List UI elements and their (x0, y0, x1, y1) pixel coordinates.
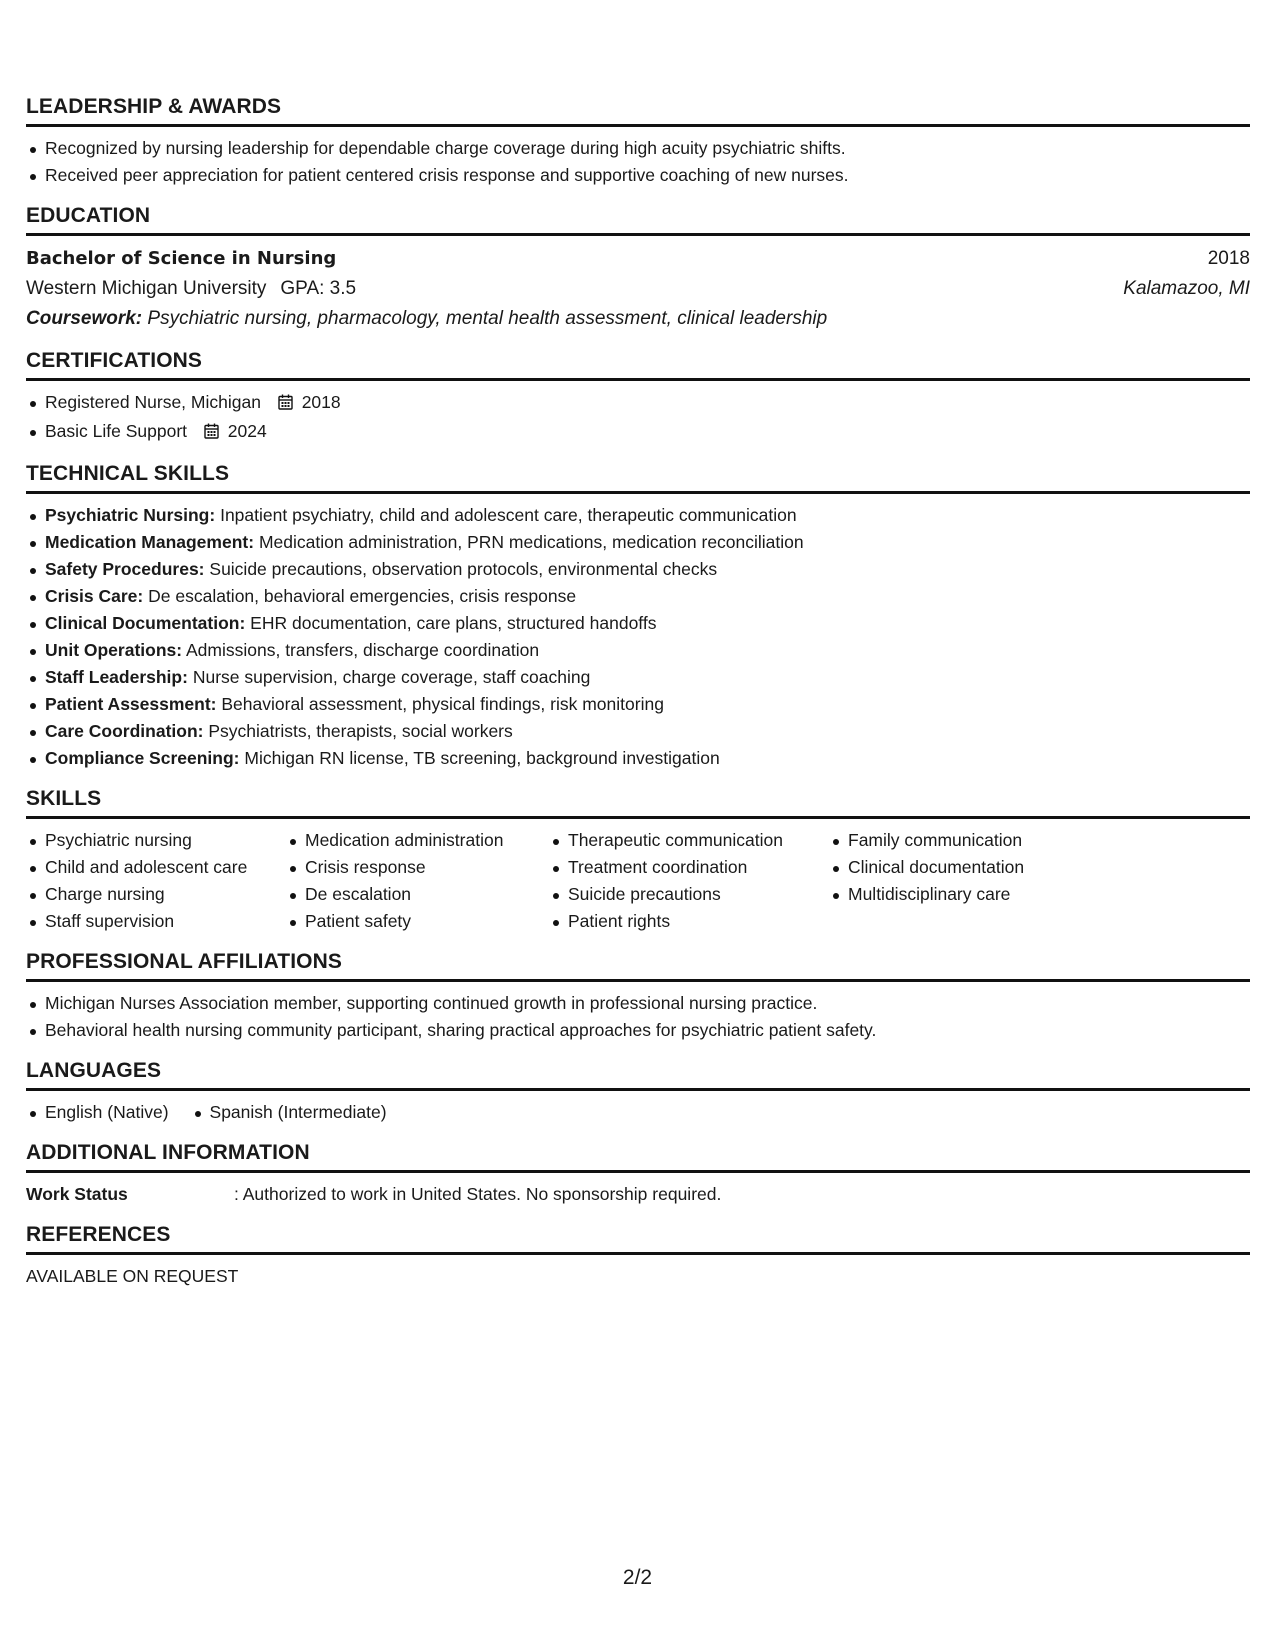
skill-text: Inpatient psychiatry, child and adolescent care, therapeutic communication (220, 505, 797, 525)
affiliations-section (26, 949, 1250, 1044)
work-status-label: Work Status (26, 1184, 128, 1204)
list-item: Suicide precautions (549, 881, 829, 908)
skill-label: Medication Management: (45, 532, 255, 552)
technical-skills-list (26, 502, 1250, 772)
list-item: De escalation (286, 881, 549, 908)
certification-year: 2024 (227, 421, 267, 441)
section-title: LANGUAGES (26, 1058, 1250, 1091)
list-item: Behavioral health nursing community participant, sharing practical approaches for psychiatric patient safety. (26, 1017, 1250, 1044)
list-item: Treatment coordination (549, 854, 829, 881)
certification-name: Registered Nurse, Michigan (45, 392, 261, 412)
list-item: Clinical documentation (829, 854, 1089, 881)
skills-column (549, 827, 829, 935)
list-item (26, 637, 1250, 664)
list-item (26, 664, 1250, 691)
list-item: Staff supervision (26, 908, 286, 935)
skill-label: Crisis Care: (45, 586, 144, 606)
languages-section (26, 1058, 1250, 1126)
certifications-list (26, 389, 1250, 447)
list-item: Multidisciplinary care (829, 881, 1089, 908)
resume-page-2 (26, 94, 1250, 1304)
school-location: Kalamazoo, MI (1123, 278, 1250, 299)
list-item (26, 502, 1250, 529)
list-item: Child and adolescent care (26, 854, 286, 881)
section-title: CERTIFICATIONS (26, 348, 1250, 381)
leadership-list (26, 135, 1250, 189)
list-item (26, 418, 1250, 447)
skill-text: Suicide precautions, observation protocols, environmental checks (209, 559, 718, 579)
certification-name: Basic Life Support (45, 421, 188, 441)
coursework-text: Psychiatric nursing, pharmacology, mental health assessment, clinical leadership (147, 308, 828, 329)
page-number: 2/2 (622, 1566, 653, 1589)
skill-text: Medication administration, PRN medications, medication reconciliation (258, 532, 804, 552)
list-item: Family communication (829, 827, 1089, 854)
skills-column (26, 827, 286, 935)
references-text: AVAILABLE ON REQUEST (26, 1266, 239, 1286)
calendar-icon (278, 391, 293, 418)
skill-label: Staff Leadership: (45, 667, 188, 687)
list-item (26, 718, 1250, 745)
section-title: SKILLS (26, 786, 1250, 819)
list-item (26, 745, 1250, 772)
education-degree-row (26, 244, 1250, 274)
graduation-year: 2018 (1207, 248, 1250, 269)
section-title: TECHNICAL SKILLS (26, 461, 1250, 494)
work-status-row (26, 1181, 1250, 1208)
list-item: English (Native) (26, 1099, 169, 1126)
skill-text: Behavioral assessment, physical findings, risk monitoring (221, 694, 664, 714)
list-item (26, 583, 1250, 610)
education-school-row (26, 274, 1250, 304)
additional-info-section (26, 1140, 1250, 1208)
list-item (26, 556, 1250, 583)
skill-label: Care Coordination: (45, 721, 204, 741)
list-item: Psychiatric nursing (26, 827, 286, 854)
skill-text: Admissions, transfers, discharge coordination (186, 640, 540, 660)
skill-text: Psychiatrists, therapists, social workers (208, 721, 513, 741)
section-title: ADDITIONAL INFORMATION (26, 1140, 1250, 1173)
list-item: Therapeutic communication (549, 827, 829, 854)
skills-grid (26, 827, 1250, 935)
list-item: Patient rights (549, 908, 829, 935)
section-title: LEADERSHIP & AWARDS (26, 94, 1250, 127)
section-title: PROFESSIONAL AFFILIATIONS (26, 949, 1250, 982)
calendar-icon (204, 420, 219, 447)
education-section (26, 203, 1250, 334)
list-item (26, 610, 1250, 637)
section-title: REFERENCES (26, 1222, 1250, 1255)
list-item: Received peer appreciation for patient centered crisis response and supportive coaching of new nurses. (26, 162, 1250, 189)
degree-name: Bachelor of Science in Nursing (26, 248, 337, 269)
list-item: Medication administration (286, 827, 549, 854)
skills-column (829, 827, 1089, 935)
list-item: Charge nursing (26, 881, 286, 908)
gpa: GPA: 3.5 (280, 278, 357, 299)
section-title: EDUCATION (26, 203, 1250, 236)
certification-year: 2018 (301, 392, 341, 412)
school-name: Western Michigan University (26, 278, 267, 299)
list-item: Patient safety (286, 908, 549, 935)
certifications-section (26, 348, 1250, 447)
work-status-value: : Authorized to work in United States. No sponsorship required. (234, 1184, 722, 1204)
skill-label: Compliance Screening: (45, 748, 240, 768)
skill-text: Michigan RN license, TB screening, background investigation (244, 748, 720, 768)
list-item (26, 389, 1250, 418)
skill-text: EHR documentation, care plans, structured handoffs (250, 613, 657, 633)
skill-text: De escalation, behavioral emergencies, crisis response (148, 586, 577, 606)
affiliations-list (26, 990, 1250, 1044)
list-item (26, 691, 1250, 718)
leadership-section (26, 94, 1250, 189)
list-item: Spanish (Intermediate) (191, 1099, 387, 1126)
languages-list (26, 1099, 1250, 1126)
skill-label: Unit Operations: (45, 640, 183, 660)
skill-text: Nurse supervision, charge coverage, staff coaching (192, 667, 591, 687)
references-section (26, 1222, 1250, 1290)
list-item: Michigan Nurses Association member, supporting continued growth in professional nursing practice. (26, 990, 1250, 1017)
list-item: Crisis response (286, 854, 549, 881)
technical-skills-section (26, 461, 1250, 772)
skills-section (26, 786, 1250, 935)
skills-column (286, 827, 549, 935)
coursework (26, 304, 1250, 334)
coursework-label: Coursework: (26, 308, 143, 329)
skill-label: Patient Assessment: (45, 694, 217, 714)
skill-label: Safety Procedures: (45, 559, 205, 579)
list-item (26, 529, 1250, 556)
skill-label: Clinical Documentation: (45, 613, 246, 633)
skill-label: Psychiatric Nursing: (45, 505, 216, 525)
list-item: Recognized by nursing leadership for dependable charge coverage during high acuity psychiatric shifts. (26, 135, 1250, 162)
